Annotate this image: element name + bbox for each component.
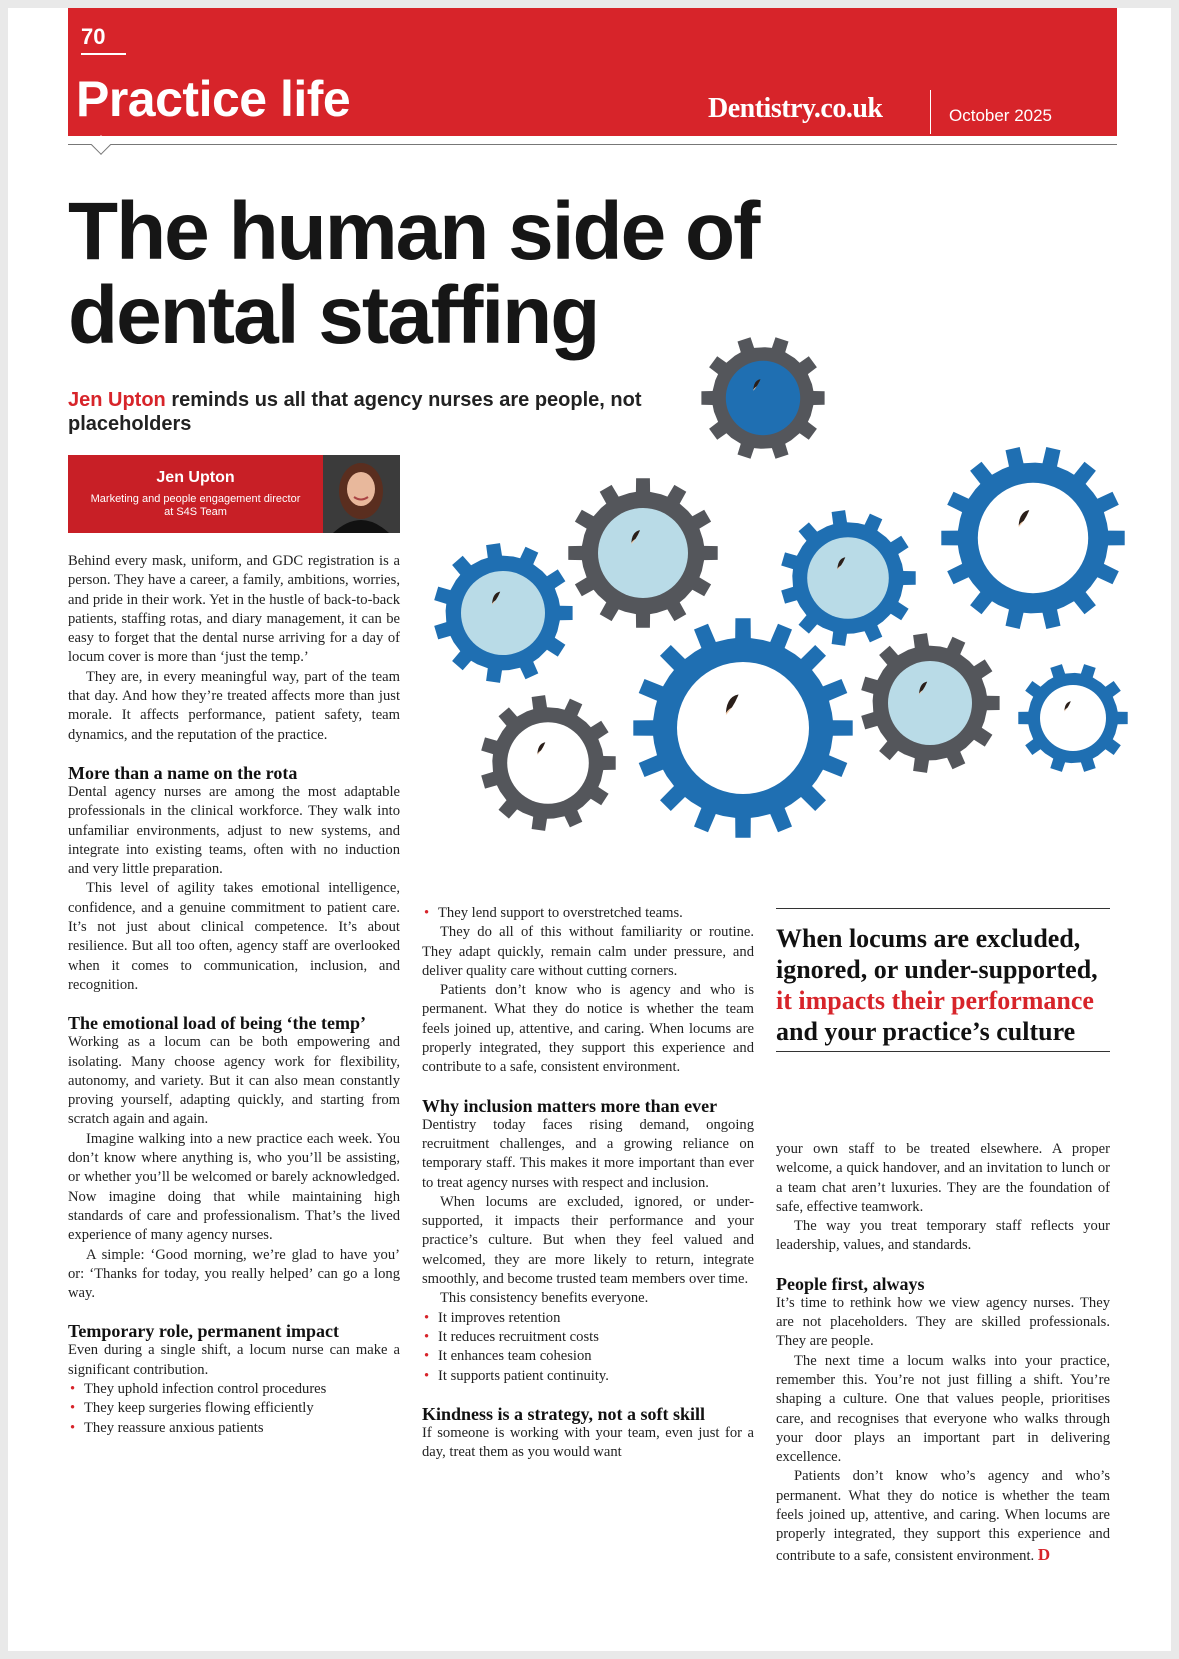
subhead-temporary-role: Temporary role, permanent impact (68, 1321, 339, 1342)
intro-paragraph-1: Behind every mask, uniform, and GDC registration is a person. They have a career, a family, ambitions, worries, and pride in their work. Yet in the hustle of back-to-back patients, staffing rotas, and diary management, it can be easy to forget that the dental nurse arriving for a day of locum cover is more than ‘just the temp.’ (68, 553, 400, 666)
gear-2 (568, 478, 717, 627)
gear-3 (434, 543, 572, 683)
contribution-list (68, 1380, 400, 1438)
subhead-emotional-load: The emotional load of being ‘the temp’ (68, 1013, 366, 1034)
page-number-rule (81, 53, 126, 55)
subhead-kindness: Kindness is a strategy, not a soft skill (422, 1403, 706, 1424)
headline-line-1: The human side of (68, 186, 759, 277)
people-paragraph-3 (776, 1467, 1110, 1565)
header-rule (68, 144, 1117, 145)
subhead-people-first: People first, always (776, 1273, 925, 1294)
standfirst-author: Jen Upton (68, 389, 166, 411)
header-band (68, 8, 1117, 136)
gear-4 (781, 510, 916, 646)
pull-quote-part-1: When locums are excluded, ignored, or under-supported, (776, 924, 1098, 984)
pull-quote-highlight: it impacts their performance (776, 986, 1094, 1015)
gear-7 (481, 695, 616, 831)
benefits-list (422, 1309, 754, 1386)
inclusion-paragraph-3: This consistency benefits everyone. (440, 1290, 649, 1307)
header-divider (930, 90, 931, 134)
list-item: • They keep surgeries flowing efficiently (68, 1399, 400, 1418)
section-title: Practice life (76, 71, 351, 127)
familiarity-paragraph: They do all of this without familiarity or routine. They adapt quickly, remain calm under pressure, and deliver quality care without cutting corners. (422, 924, 754, 979)
people-paragraph-2: The next time a locum walks into your practice, remember this. You’re not just filling a shift. You’re shaping a culture. One that values people, prioritises care, and recognises that everyone who walks through your door plays an important part in delivering excellence. (776, 1352, 1110, 1466)
author-name: Jen Upton (156, 469, 235, 486)
gear-8 (861, 633, 999, 773)
author-box (68, 455, 400, 533)
subhead-rota: More than a name on the rota (68, 762, 298, 783)
temporary-paragraph-1: Even during a single shift, a locum nurse can make a significant contribution. (68, 1342, 400, 1378)
intro-paragraph-2: They are, in every meaningful way, part of the team that day. And how they’re treated affects more than just morale. It affects performance, patient safety, team dynamics, and the reputation of the practice. (68, 668, 400, 743)
list-item: • It supports patient continuity. (422, 1367, 754, 1386)
magazine-page (8, 8, 1171, 1651)
patients-paragraph: Patients don’t know who is agency and who is permanent. What they do notice is whether the team feels joined up, attentive, and caring. When locums are properly integrated, they support this experience and contribute to a safe, consistent environment. (422, 982, 754, 1076)
gears-illustration (418, 293, 1171, 893)
rota-paragraph-2: This level of agility takes emotional intelligence, confidence, and a genuine commitment to patient care. It’s not just about clinical competence. It’s about resilience. But all too often, agency staff are overlooked when it comes to communication, inclusion, and recognition. (68, 880, 400, 993)
leadership-paragraph: The way you treat temporary staff reflects your leadership, values, and standards. (776, 1218, 1110, 1254)
page-number: 70 (81, 24, 106, 49)
subhead-inclusion: Why inclusion matters more than ever (422, 1095, 718, 1116)
gear-6 (633, 618, 852, 837)
gear-5 (941, 447, 1124, 629)
people-paragraph-3-text: Patients don’t know who’s agency and who’s permanent. What they do notice is whether the team feels joined up, attentive, and caring. When locums are properly integrated, they support this experience and contribute to a safe, consistent environment. (776, 1468, 1110, 1564)
list-item: • They reassure anxious patients (68, 1419, 400, 1438)
inclusion-paragraph-2: When locums are excluded, ignored, or under-supported, it impacts their performance and your practice’s culture. But when they feel valued and welcomed, they are more likely to return, integrate smoothly, and become trusted team members over time. (422, 1193, 754, 1288)
pull-quote-part-2: and your practice’s culture (776, 1017, 1076, 1046)
kindness-paragraph-1: If someone is working with your team, even just for a day, treat them as you would want (422, 1424, 754, 1461)
list-item: • They lend support to overstretched teams. (422, 904, 754, 923)
end-mark: D (1037, 1544, 1051, 1564)
emotional-paragraph-3: A simple: ‘Good morning, we’re glad to have you’ or: ‘Thanks for today, you really helped’ can go a long way. (68, 1246, 400, 1302)
emotional-paragraph-2: Imagine walking into a new practice each week. You don’t know where anything is, who you’ll be assisting, or whether you’ll be welcomed or barely acknowledged. Now imagine doing that while maintaining high standards of care and professionalism. That’s the lived experience of many agency nurses. (68, 1130, 400, 1244)
column-1 (68, 552, 400, 1438)
standfirst-text: reminds us all that agency nurses are people, not placeholders (68, 389, 642, 435)
brand-logo: Dentistry.co.uk (708, 93, 883, 124)
column-2 (422, 904, 754, 1462)
list-item: • It enhances team cohesion (422, 1347, 754, 1366)
people-paragraph-1: It’s time to rethink how we view agency nurses. They are not placeholders. They are skilled professionals. They are people. (776, 1294, 1110, 1350)
pull-quote (776, 908, 1110, 1052)
list-item: • It improves retention (422, 1309, 754, 1328)
kindness-paragraph-continued: your own staff to be treated elsewhere. A proper welcome, a quick handover, and an invitation to lunch or a team chat aren’t luxuries. They are the foundation of safe, effective teamwork. (776, 1141, 1110, 1215)
list-item: • It reduces recruitment costs (422, 1328, 754, 1347)
gear-1 (701, 337, 824, 458)
author-photo (323, 455, 400, 533)
emotional-paragraph-1: Working as a locum can be both empowering and isolating. Many choose agency work for flexibility, autonomy, and variety. But it can also mean constantly proving yourself, adapting quickly, and starting from scratch again and again. (68, 1034, 400, 1128)
contribution-list-continued (422, 904, 754, 923)
rota-paragraph-1: Dental agency nurses are among the most adaptable professionals in the clinical workforce. They walk into unfamiliar environments, adjust to new systems, and integrate into existing teams, often with no induction and very little preparation. (68, 783, 400, 878)
header-notch (91, 135, 111, 155)
column-3 (776, 1140, 1110, 1566)
inclusion-paragraph-1: Dentistry today faces rising demand, ongoing recruitment challenges, and a growing reliance on temporary staff. This makes it more important than ever to treat agency nurses with respect and inclusion. (422, 1116, 754, 1191)
author-role: Marketing and people engagement director at S4S Team (90, 493, 301, 518)
issue-date: October 2025 (949, 106, 1053, 125)
headline-line-2: dental staffing (68, 270, 599, 361)
gear-9 (1018, 664, 1127, 772)
list-item: • They uphold infection control procedures (68, 1380, 400, 1399)
